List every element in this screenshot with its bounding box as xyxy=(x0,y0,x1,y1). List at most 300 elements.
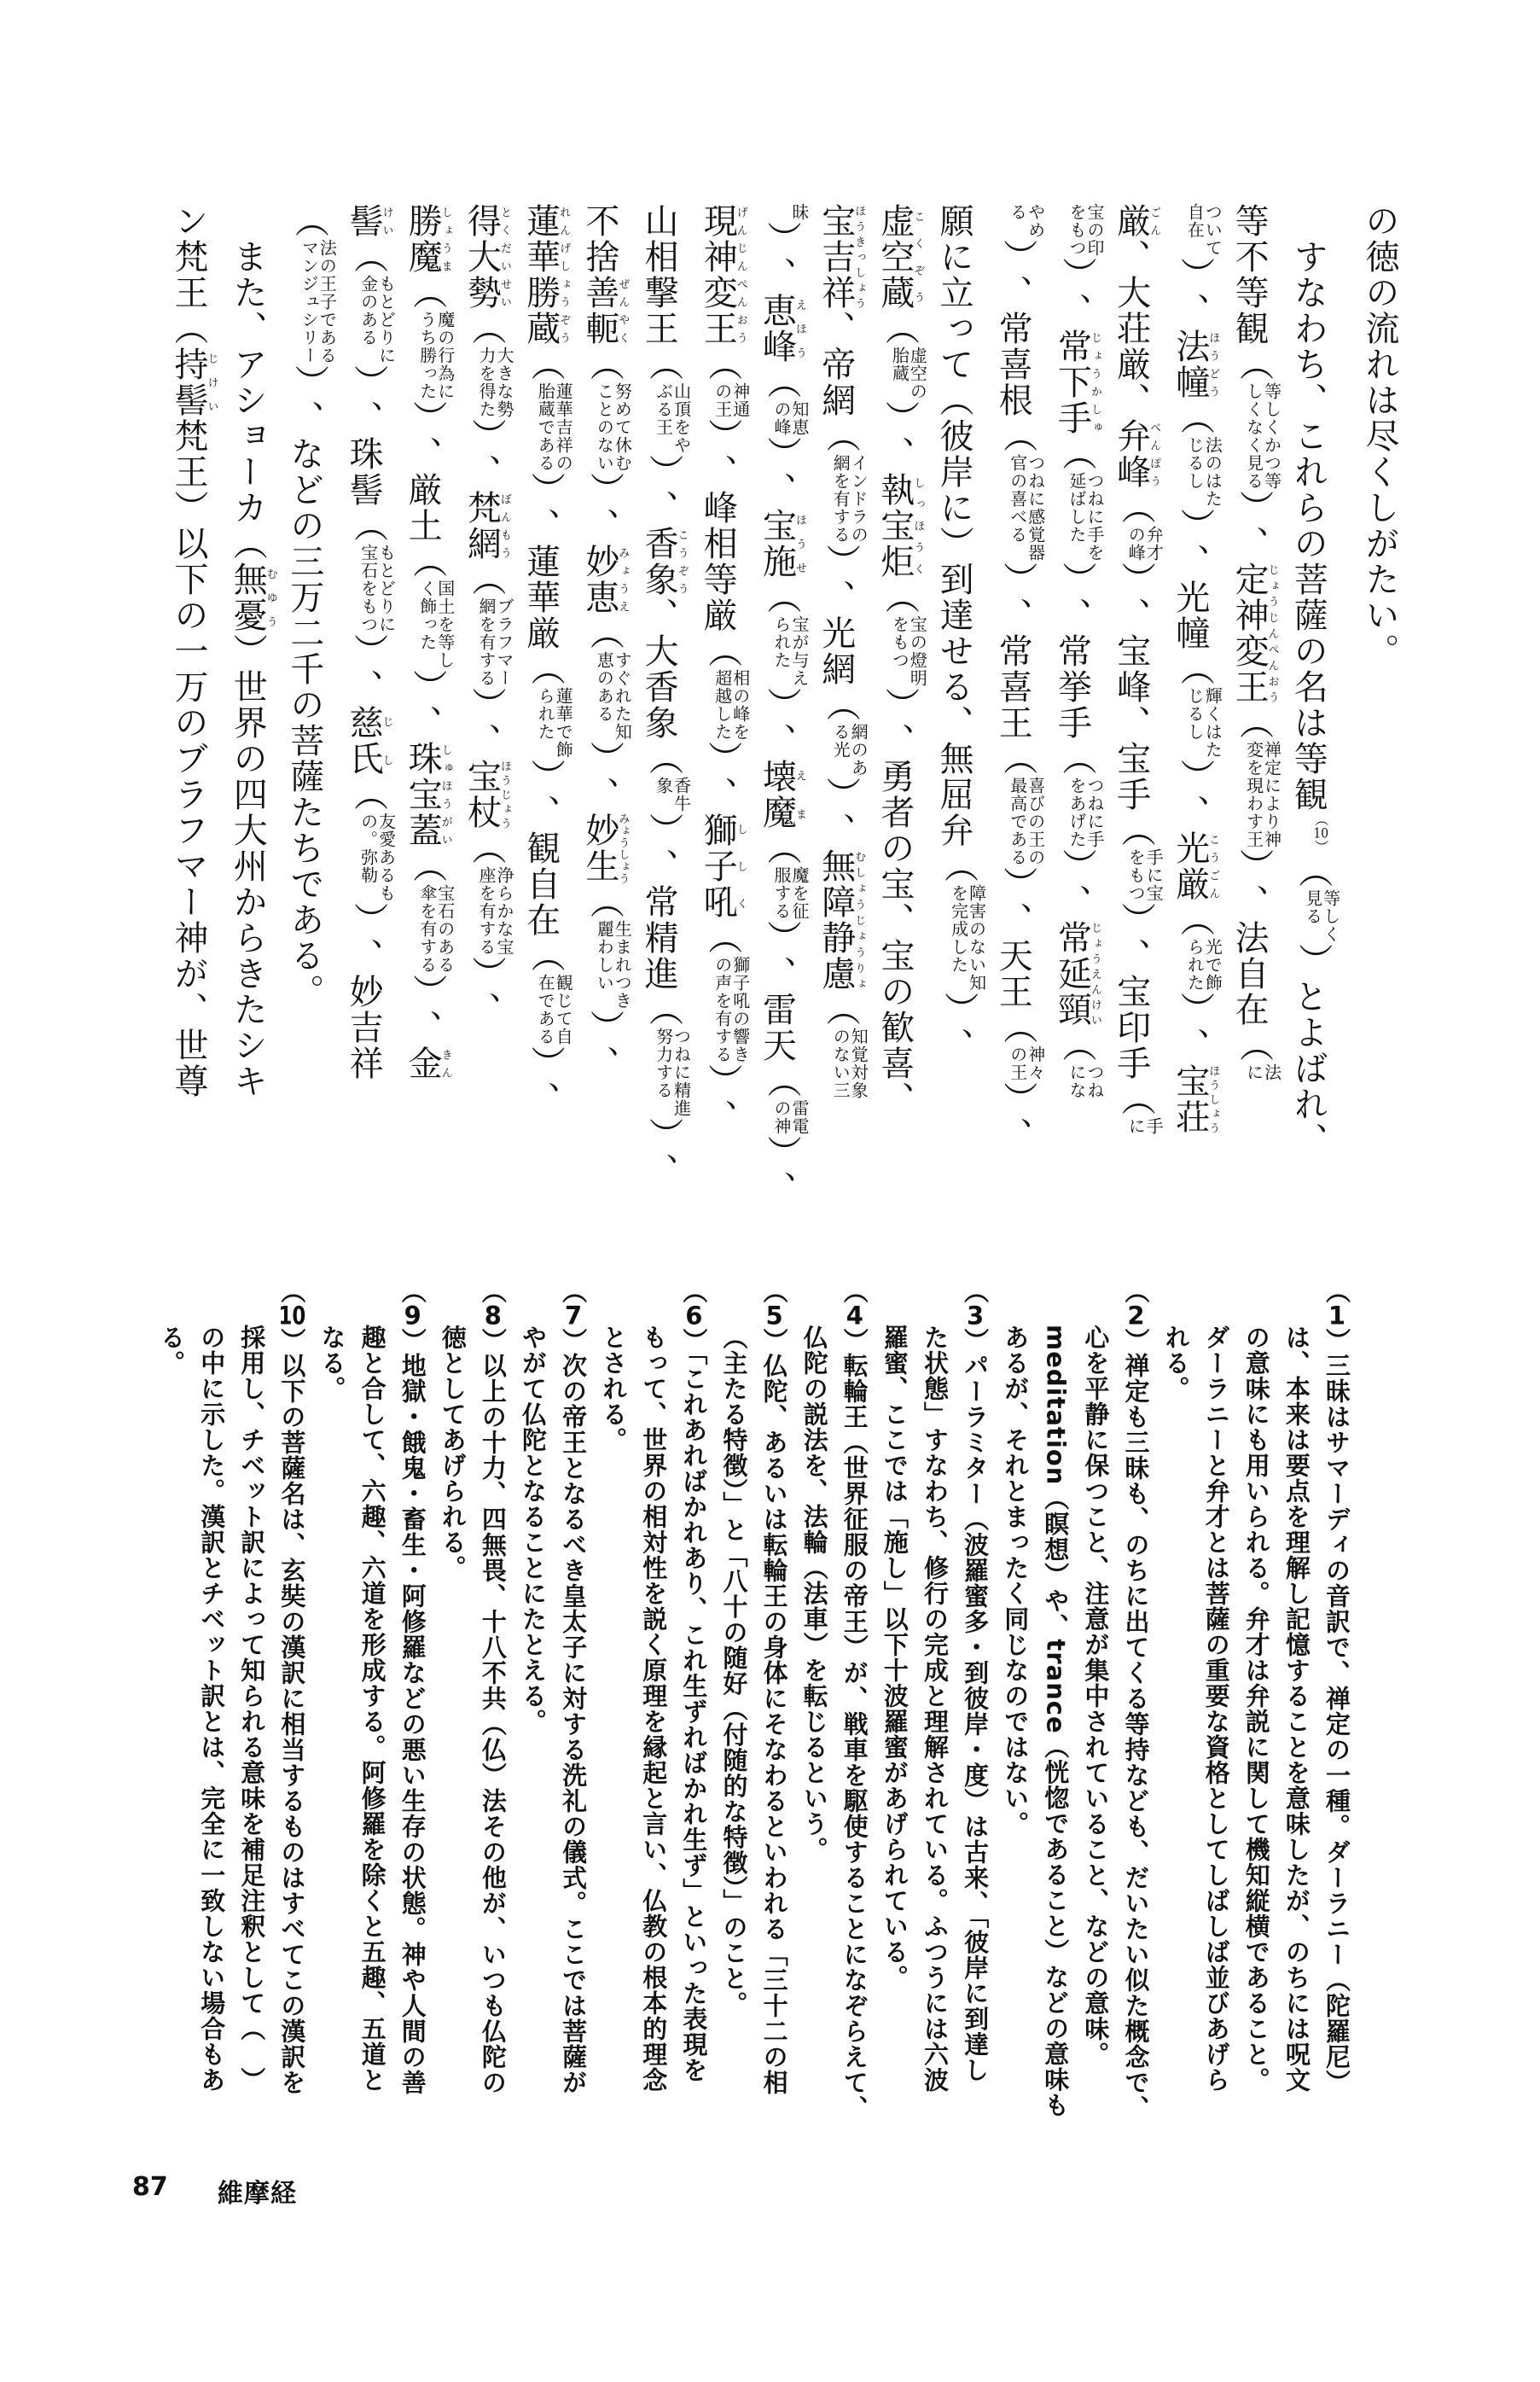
furigana-term xyxy=(816,203,866,311)
furigana-term xyxy=(816,848,866,992)
furigana-term xyxy=(757,508,806,579)
footnote-marker xyxy=(840,1278,869,1353)
body-text: 、 xyxy=(1229,526,1270,562)
footnote-text: 以上の十力、四無畏、十八不共（仏）法その他が、いつも仏陀の xyxy=(478,1353,508,2095)
footnote-text: の中に示した。漢訳とチベット訳とは、完全に一致しない場合もあ xyxy=(197,1325,227,2093)
furigana: けい xyxy=(380,203,393,239)
furigana: ほうしょう xyxy=(1206,1063,1220,1135)
footnote-text: 以下の菩薩名は、玄奘の漢訳に相当するものはすべてこの漢訳を xyxy=(277,1353,307,2095)
annotation-text: 山頂をやぶる王 xyxy=(653,382,692,454)
footnote-line xyxy=(157,1278,186,2140)
body-text: 、 xyxy=(403,1010,443,1045)
footnote-text: やがて仏陀となることにたとえる。 xyxy=(519,1325,548,1734)
body-text: 、 xyxy=(462,992,502,1028)
inline-annotation xyxy=(822,687,867,812)
body-text: 、 xyxy=(1170,293,1210,329)
body-text: 、厳土 xyxy=(403,436,443,544)
annotation-text: ブラフマー網を有する xyxy=(476,597,514,687)
inline-annotation xyxy=(645,741,690,848)
body-text: 、雷天 xyxy=(757,956,797,1063)
inline-annotation xyxy=(999,418,1044,597)
body-text: 不捨 xyxy=(579,203,619,275)
inline-annotation xyxy=(645,992,690,1153)
furigana-term xyxy=(757,293,806,364)
inline-annotation xyxy=(763,203,808,257)
body-text: また、アショーカ（ xyxy=(228,203,268,562)
footnote-text: た状態」すなわち、修行の完成と理解されている。ふつうには六波 xyxy=(921,1325,950,2093)
furigana-term xyxy=(1111,203,1161,239)
footnote-start xyxy=(679,1278,708,2140)
annotation-text: 獅子吼の響きの声を有する xyxy=(712,956,751,1063)
footnote-marker xyxy=(398,1278,427,1353)
inline-annotation xyxy=(290,203,338,400)
text-column xyxy=(1288,203,1341,1158)
footnote-line xyxy=(1282,1278,1311,2140)
footnote-start xyxy=(760,1278,789,2140)
text-column xyxy=(284,203,338,1133)
furigana: ほうきっしょう xyxy=(852,203,866,311)
furigana-term xyxy=(520,203,571,347)
annotation-text: 国土を等しく飾った xyxy=(416,579,456,669)
furigana-term xyxy=(403,741,452,848)
inline-annotation xyxy=(880,579,926,723)
inline-annotation xyxy=(822,418,867,579)
annotation-text: 大きな勢力を得た xyxy=(476,347,514,418)
annotation-text: 宝の印をもつ xyxy=(1066,203,1105,257)
annotation-text: 昧 xyxy=(789,203,810,221)
body-text: 、などの三万二千の菩薩たちである。 xyxy=(284,400,324,1010)
ruby-base: 宝吉祥 xyxy=(816,203,856,311)
footnote-line xyxy=(1242,1278,1271,2140)
inline-annotation xyxy=(763,579,808,723)
annotation-text: 網のある光 xyxy=(830,723,869,777)
body-text: 、常挙手 xyxy=(1052,597,1092,741)
body-text: ン梵王（ xyxy=(169,203,208,347)
furigana-term xyxy=(757,759,806,830)
footnote-text: 禅定も三昧も、のちに出てくる等持なども、だいたい似た概念で、 xyxy=(1121,1353,1151,2121)
furigana-term xyxy=(639,526,689,597)
ruby-base: 持髻 xyxy=(169,347,208,418)
text-column xyxy=(757,203,810,1207)
body-text: 梵王）以下の一万のブラフマー神が、世尊 xyxy=(169,418,208,1099)
furigana: こうごん xyxy=(1206,830,1220,902)
inline-annotation xyxy=(585,884,631,1045)
annotation-text: つねに精進努力する xyxy=(653,1028,692,1117)
ruby-base: 常下手 xyxy=(1052,329,1092,436)
inline-annotation xyxy=(763,364,808,472)
inline-annotation xyxy=(1117,1081,1165,1135)
footnote-line xyxy=(439,1278,468,2140)
annotation-text: インドラの網を有する xyxy=(830,454,869,544)
inline-annotation xyxy=(1058,741,1103,884)
body-text: 、 xyxy=(816,812,856,848)
footnote-line xyxy=(237,1278,266,2140)
furigana: べんぽう xyxy=(1148,418,1161,490)
furigana-term xyxy=(462,203,511,311)
footnote-text: あるが、それとまったく同じなのではない。 xyxy=(1001,1325,1031,1837)
body-text: 、 xyxy=(875,436,915,472)
furigana-term xyxy=(579,275,630,347)
annotation-text: すぐれた知恵のある xyxy=(594,651,633,741)
annotation-text: 等しく見る xyxy=(1302,889,1341,943)
footnote-text: 地獄・餓鬼・畜生・阿修羅などの悪い生存の状態。神や人間の善 xyxy=(398,1353,427,2095)
furigana: ほうどう xyxy=(1206,329,1220,400)
body-text: 、天王 xyxy=(993,902,1033,1010)
furigana-term xyxy=(1170,830,1220,902)
ruby-base: 恵峰 xyxy=(757,293,797,364)
footnote-line xyxy=(1202,1278,1231,2140)
footnote-line xyxy=(800,1278,829,2140)
annotation-text: 友愛あるもの。弥勒 xyxy=(357,812,397,902)
body-text: 、 xyxy=(757,1171,797,1207)
furigana-term xyxy=(403,1045,452,1081)
furigana-term xyxy=(1052,920,1101,1028)
footnote-marker xyxy=(679,1278,708,1353)
body-text: 、 xyxy=(462,454,502,490)
text-column xyxy=(169,203,218,1133)
body-text: 、 xyxy=(579,1045,619,1081)
footnote-line xyxy=(720,1278,749,2140)
annotation-text: 障害のない知を完成した xyxy=(948,884,987,992)
furigana: みょうしょう xyxy=(616,812,630,884)
text-column xyxy=(1229,203,1282,1133)
furigana-term xyxy=(579,812,630,884)
annotation-text: 知恵の峰 xyxy=(771,400,810,436)
annotation-text: 生まれつき麗わしい xyxy=(594,920,633,1010)
body-text: 、 xyxy=(1052,293,1092,329)
inline-annotation xyxy=(999,203,1044,275)
body-text: 、観自在 xyxy=(520,795,561,938)
furigana: しゅほうがい xyxy=(439,741,452,848)
footnote-line xyxy=(599,1278,628,2140)
furigana-term xyxy=(344,705,393,777)
annotation-text: 神通の王 xyxy=(712,382,751,418)
ruby-base: 善軛 xyxy=(579,275,619,347)
inline-annotation xyxy=(645,347,690,490)
ruby-base: 妙生 xyxy=(579,812,619,884)
furigana-term xyxy=(462,759,511,830)
ruby-base: 現神変王 xyxy=(698,203,738,347)
annotation-text: 努めて休むことのない xyxy=(594,382,633,472)
annotation-text: 光で飾られた xyxy=(1184,938,1223,992)
footnote-marker xyxy=(760,1278,789,1353)
footnote-line xyxy=(639,1278,668,2140)
annotation-text: 喜びの王の最高である xyxy=(1007,777,1046,866)
footnote-marker xyxy=(1322,1278,1351,1353)
ruby-base: 勝魔 xyxy=(403,203,443,275)
furigana-term xyxy=(344,203,393,239)
body-text: 、 xyxy=(757,472,797,508)
furigana: こくぞう xyxy=(911,203,925,311)
annotation-text: 法に xyxy=(1243,1063,1282,1081)
footnote-marker xyxy=(479,1278,508,1353)
body-text: 、 xyxy=(579,777,619,812)
furigana-term xyxy=(1170,1063,1220,1135)
body-text: 、宝峰、宝手 xyxy=(1111,597,1151,812)
footnote-text: とされる。 xyxy=(599,1325,629,1453)
inline-annotation xyxy=(350,239,395,400)
body-text: 、勇者の宝、宝の歓喜、 xyxy=(875,723,915,1117)
ruby-base: 定神変王 xyxy=(1229,562,1270,705)
body-text: 、 xyxy=(639,490,679,526)
furigana-term xyxy=(698,812,747,920)
body-text: 、 xyxy=(579,508,619,544)
body-text: 、 xyxy=(757,257,797,293)
footnote-number: 9 xyxy=(404,1303,421,1328)
footnote-text: の意味にも用いられる。弁才は弁説に関して機知縦横であること。 xyxy=(1241,1325,1271,2093)
ruby-base: 弁峰 xyxy=(1111,418,1151,490)
footnote-start xyxy=(961,1278,990,2140)
furigana: こうぞう xyxy=(675,526,689,597)
footnote-text: 仏陀、あるいは転輪王の身体にそなわるといわれる「三十二の相 xyxy=(759,1353,789,2095)
footnote-text: （主たる特徴）」と「八十の随好（付随的な特徴）」のこと。 xyxy=(719,1325,749,2017)
ruby-base: 金 xyxy=(403,1045,443,1081)
furigana: しょうま xyxy=(439,203,452,275)
page-number: 87 xyxy=(132,2172,168,2202)
body-text: 、大荘厳、 xyxy=(1111,239,1151,418)
footnote-marker xyxy=(559,1278,588,1353)
annotation-text: つねに手をあげた xyxy=(1066,777,1105,848)
footnote-text: 三昧はサマーディの音訳で、禅定の一種。ダーラニー（陀羅尼） xyxy=(1322,1353,1351,2095)
furigana-term xyxy=(875,472,925,579)
footnote-text: 転輪王（世界征服の帝王）が、戦車を駆使することになぞらえて、 xyxy=(840,1353,869,2121)
furigana-term xyxy=(1111,418,1161,490)
footnote-text: 趣と合して、六趣、六道を形成する。阿修羅を除くと五趣、五道と xyxy=(357,1325,387,2093)
annotation-text: 禅定により神変を現わす王 xyxy=(1243,741,1282,848)
furigana: じょうえんけい xyxy=(1089,920,1101,1028)
inline-annotation xyxy=(1117,812,1165,938)
ruby-base: 法幢 xyxy=(1170,329,1210,400)
inline-annotation xyxy=(763,830,808,956)
footnote-line xyxy=(519,1278,548,2140)
ruby-base: 無障静慮 xyxy=(816,848,856,992)
footnote-text: れる。 xyxy=(1161,1325,1191,1401)
furigana-term xyxy=(579,544,630,615)
furigana: じょうじんぺんおう xyxy=(1265,562,1279,705)
inline-annotation xyxy=(1058,203,1103,293)
ruby-base: 蓮華勝蔵 xyxy=(520,203,561,347)
annotation-text: 法のはたじるし xyxy=(1184,436,1223,508)
inline-annotation xyxy=(822,992,867,1099)
inline-annotation xyxy=(1235,705,1281,884)
inline-annotation xyxy=(350,777,395,938)
footnote-line xyxy=(1081,1278,1110,2140)
footnote-text: る。 xyxy=(157,1325,187,1376)
inline-annotation xyxy=(1058,436,1103,597)
footnote-number: 4 xyxy=(846,1303,863,1328)
ruby-base: 宝荘 xyxy=(1170,1063,1210,1135)
furigana: ごん xyxy=(1148,203,1161,239)
annotation-text: 手に xyxy=(1125,1117,1165,1135)
ruby-base: 執宝炬 xyxy=(875,472,915,579)
ruby-base: 壊魔 xyxy=(757,759,797,830)
footnote-start xyxy=(840,1278,869,2140)
ruby-base: 常延頸 xyxy=(1052,920,1092,1028)
inline-annotation xyxy=(1176,902,1221,1028)
footnote-marker xyxy=(1122,1278,1151,1353)
inline-annotation xyxy=(1176,203,1221,293)
inline-annotation xyxy=(1235,1028,1281,1081)
body-text: とよばれ、 xyxy=(1288,979,1328,1158)
footnote-text: 心を平静に保つこと、注意が集中されていること、などの意味。 xyxy=(1081,1325,1111,2067)
body-text: 、常喜根 xyxy=(993,275,1033,418)
text-column xyxy=(639,203,692,1189)
body-text: 、峰相等厳 xyxy=(698,454,738,633)
footnote-text: meditation（瞑想）や、trance（恍惚であること）などの意味も xyxy=(1041,1325,1071,2118)
body-text: 、 xyxy=(757,723,797,759)
inline-annotation xyxy=(409,275,454,436)
inline-annotation xyxy=(468,562,513,723)
furigana: むゆう xyxy=(264,562,277,633)
inline-annotation xyxy=(468,830,513,992)
inline-annotation xyxy=(468,311,513,454)
footnote-number: 7 xyxy=(565,1303,583,1328)
body-text: 等不等観 xyxy=(1229,203,1270,347)
annotation-text: 宝が与えられた xyxy=(771,615,810,687)
footnote-text: 仏陀の説法を、法輪（法車）を転じるという。 xyxy=(799,1325,829,1862)
furigana-term xyxy=(403,203,452,275)
text-column xyxy=(1170,203,1223,1135)
footnote-line xyxy=(1001,1278,1030,2140)
footnote-text: 徳としてあげられる。 xyxy=(438,1325,468,1581)
body-text: 、蓮華厳 xyxy=(520,508,561,651)
footnote-start xyxy=(479,1278,508,2140)
body-text: 、 xyxy=(403,705,443,741)
inline-annotation xyxy=(880,311,926,436)
annotation-text: 雷電の神 xyxy=(771,1099,810,1135)
inline-annotation xyxy=(526,938,572,1081)
ruby-base: 光厳 xyxy=(1170,830,1210,902)
footnote-line xyxy=(880,1278,909,2140)
inline-annotation xyxy=(704,920,749,1099)
footnote-text: 採用し、チベット訳によって知られる意味を補足注釈として（ ） xyxy=(237,1325,267,2093)
furigana: ほうじょう xyxy=(498,759,511,830)
text-column xyxy=(993,203,1046,1153)
footnote-start xyxy=(1322,1278,1351,2140)
furigana: ぼんもう xyxy=(498,490,511,562)
annotation-text: つねにな xyxy=(1066,1063,1105,1099)
inline-annotation xyxy=(999,1010,1044,1117)
furigana: じし xyxy=(380,705,393,777)
footnote-number: 8 xyxy=(484,1303,502,1328)
inline-annotation xyxy=(409,544,454,705)
furigana-term xyxy=(1229,562,1279,705)
text-column xyxy=(698,203,751,1135)
body-text: 、妙吉祥 xyxy=(344,938,384,1081)
ruby-base: 慈氏 xyxy=(344,705,384,777)
annotation-text: 魔の行為にうち勝った xyxy=(416,311,456,400)
footnote-number: 1 xyxy=(1328,1303,1346,1328)
footnote-start xyxy=(277,1278,306,2140)
furigana: れんげしょうぞう xyxy=(557,203,571,347)
furigana: みょうえ xyxy=(616,544,630,615)
annotation-text: 宝石のある傘を有する xyxy=(416,884,456,974)
body-text: 、 xyxy=(698,1099,738,1135)
furigana: じょうかしゅ xyxy=(1089,329,1101,436)
body-text: 山相撃王 xyxy=(639,203,679,347)
footnote-start xyxy=(398,1278,427,2140)
footnote-text: 羅蜜、ここでは「施し」以下十波羅蜜があげられている。 xyxy=(880,1325,909,1990)
body-text: 、 xyxy=(1170,1028,1210,1063)
inline-annotation xyxy=(526,651,572,795)
annotation-text: ついて自在 xyxy=(1184,203,1223,257)
footnote-line xyxy=(358,1278,387,2140)
body-text: 、 xyxy=(520,1081,561,1117)
annotation-text: もとどりに宝石をもつ xyxy=(357,544,397,633)
text-column xyxy=(816,203,869,1133)
annotation-text: 神々の王 xyxy=(1007,1045,1046,1081)
footnote-start xyxy=(559,1278,588,2140)
inline-annotation xyxy=(1294,853,1340,979)
body-text: 、光網 xyxy=(816,579,856,687)
body-text: すなわち、これらの菩薩の名は等観 xyxy=(1288,203,1328,812)
annotation-text: 魔を征服する xyxy=(771,866,810,920)
annotation-text: 蓮華吉祥の胎蔵である xyxy=(535,382,574,472)
footnote-text: なる。 xyxy=(317,1325,347,1401)
footnote-marker xyxy=(961,1278,990,1353)
text-column xyxy=(875,203,928,1133)
annotation-text: 浄らかな宝座を有する xyxy=(476,866,514,956)
annotation-text: つねに手を延ばした xyxy=(1066,472,1105,562)
text-column xyxy=(344,203,397,1133)
inline-annotation xyxy=(704,347,749,454)
furigana-term xyxy=(228,562,277,633)
inline-annotation xyxy=(1058,1028,1103,1099)
annotation-text: やめる xyxy=(1007,203,1046,239)
inline-annotation xyxy=(1235,347,1281,526)
text-column xyxy=(934,203,987,1133)
body-text: 、常喜王 xyxy=(993,597,1033,741)
footnote-text: パーラミター（波羅蜜多・到彼岸・度）は古来、「彼岸に到達し xyxy=(961,1353,991,2083)
ruby-base: 珠宝蓋 xyxy=(403,741,443,848)
ruby-base: 獅子吼 xyxy=(698,812,738,920)
text-column xyxy=(462,203,514,1133)
ruby-base: 厳 xyxy=(1111,203,1151,239)
inline-annotation xyxy=(763,1063,808,1171)
annotation-text: 法の王子であるマンジュシリー xyxy=(299,239,338,364)
furigana-term xyxy=(1052,329,1101,436)
annotation-text: 宝の燈明をもつ xyxy=(889,615,928,687)
body-text: 、 xyxy=(1052,884,1092,920)
footnote-line xyxy=(1041,1278,1070,2140)
annotation-text: もとどりに金のある xyxy=(357,275,397,364)
inline-annotation xyxy=(704,633,749,777)
inline-annotation xyxy=(999,741,1044,902)
footnote-number: 10 xyxy=(278,1303,306,1328)
footnote-reference xyxy=(1313,812,1329,853)
inline-annotation xyxy=(1176,400,1221,544)
body-text: 、光幢 xyxy=(1170,544,1210,651)
ruby-base: 妙恵 xyxy=(579,544,619,615)
body-text: 、宝印手 xyxy=(1111,938,1151,1081)
furigana-term xyxy=(1170,329,1220,400)
annotation-text: つねに感覚器官の喜べる xyxy=(1007,454,1046,562)
furigana: むしょうじょうりょ xyxy=(852,848,866,992)
annotation-text: 観じて自在である xyxy=(535,974,574,1045)
inline-annotation xyxy=(1176,651,1221,795)
text-column xyxy=(579,203,633,1133)
text-column xyxy=(403,203,456,1133)
furigana: じけい xyxy=(205,347,218,418)
furigana: きん xyxy=(439,1045,452,1081)
furigana: しっほうく xyxy=(911,472,925,579)
running-title: 維摩経 xyxy=(218,2179,297,2209)
body-text: 、法自在 xyxy=(1229,884,1270,1028)
furigana: えま xyxy=(793,759,806,830)
text-column xyxy=(1111,203,1165,1135)
body-text: 願に立って（彼岸に）到達せる、無屈弁 xyxy=(934,203,974,848)
footnote-number: 2 xyxy=(1127,1303,1145,1328)
